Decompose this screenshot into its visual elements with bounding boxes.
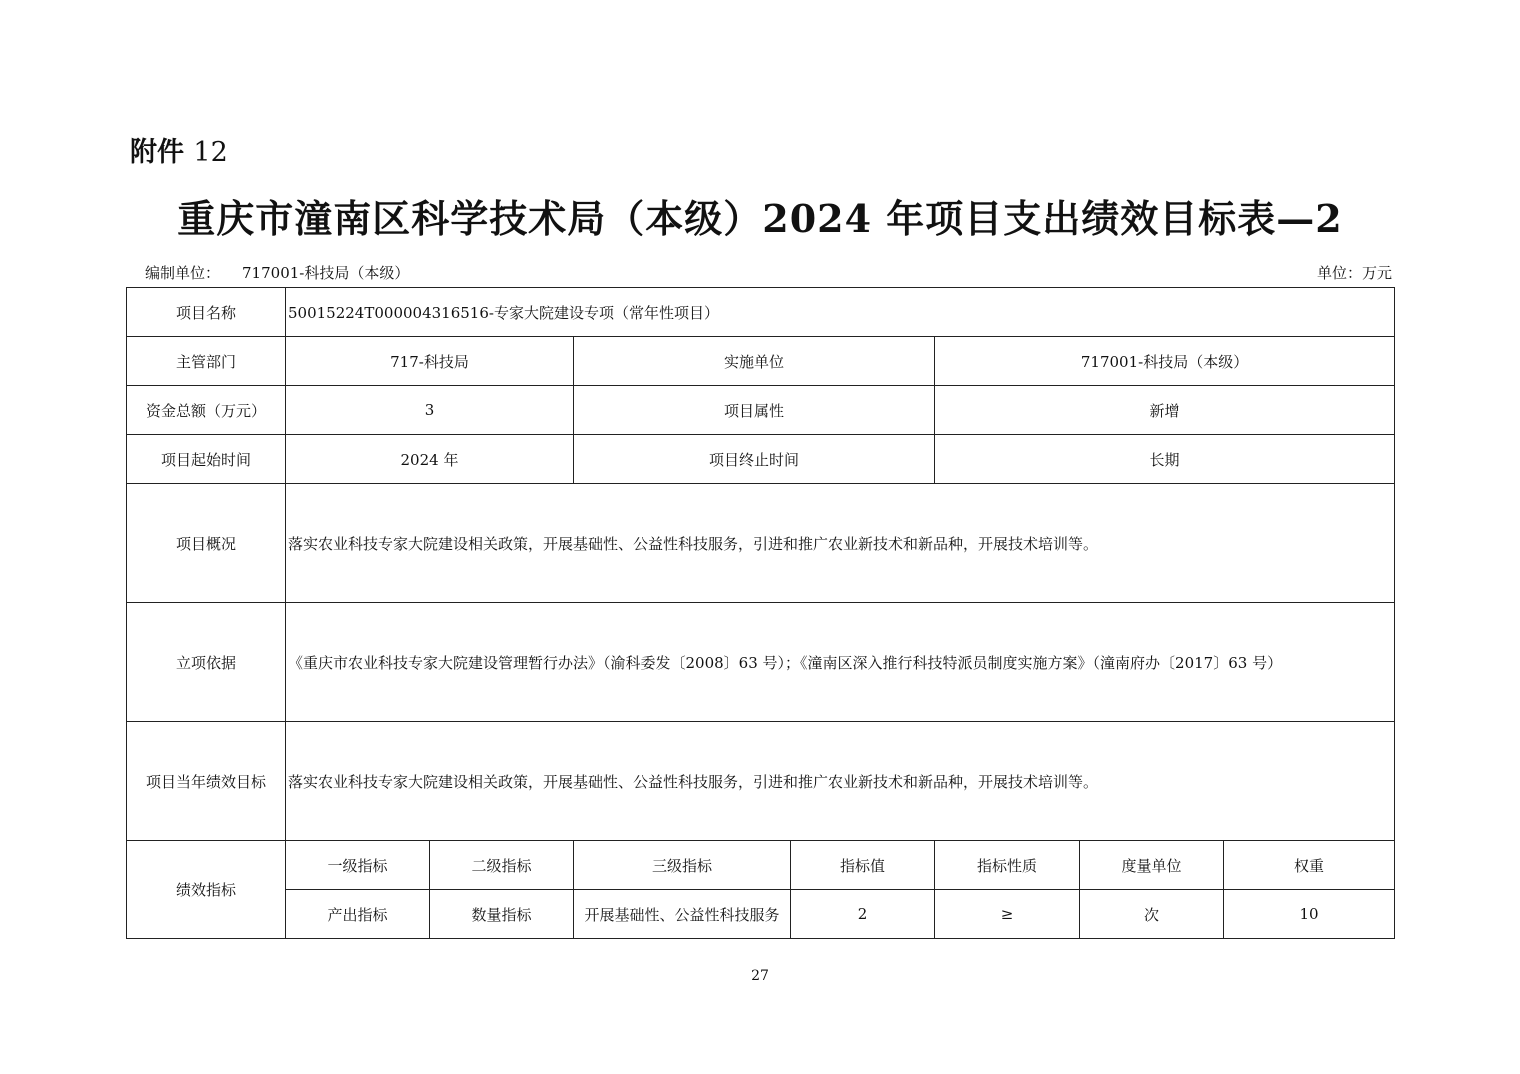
overview-value: 落实农业科技专家大院建设相关政策，开展基础性、公益性科技服务，引进和推广农业新技术和新品种，开展技术培训等。 xyxy=(286,484,1395,603)
perf-header-cell: 度量单位 xyxy=(1080,841,1224,890)
impl-value: 717001-科技局（本级） xyxy=(935,337,1395,386)
page-number: 27 xyxy=(751,968,769,984)
perf-header-row xyxy=(127,841,1395,890)
funds-value: 3 xyxy=(286,386,574,435)
compiling-unit xyxy=(145,262,409,283)
basis-label: 立项依据 xyxy=(127,603,286,722)
start-value: 2024 年 xyxy=(286,435,574,484)
perf-header-cell: 二级指标 xyxy=(430,841,574,890)
project-name-label: 项目名称 xyxy=(127,288,286,337)
perf-header-cell: 一级指标 xyxy=(286,841,430,890)
project-name-value: 50015224T000004316516-专家大院建设专项（常年性项目） xyxy=(286,288,1395,337)
table-row xyxy=(127,484,1395,603)
perf-cell: 产出指标 xyxy=(286,890,430,939)
perf-data-row xyxy=(127,890,1395,939)
perf-header-cell: 权重 xyxy=(1224,841,1395,890)
perf-cell: 2 xyxy=(791,890,935,939)
page-title: 重庆市潼南区科学技术局（本级）2024 年项目支出绩效目标表—2 xyxy=(177,196,1343,241)
perf-cell: 开展基础性、公益性科技服务 xyxy=(574,890,791,939)
table-row xyxy=(127,288,1395,337)
perf-header-cell: 三级指标 xyxy=(574,841,791,890)
goal-label: 项目当年绩效目标 xyxy=(127,722,286,841)
end-label: 项目终止时间 xyxy=(574,435,935,484)
perf-cell: 次 xyxy=(1080,890,1224,939)
perf-cell: 数量指标 xyxy=(430,890,574,939)
perf-header-cell: 指标值 xyxy=(791,841,935,890)
start-label: 项目起始时间 xyxy=(127,435,286,484)
perf-header-cell: 指标性质 xyxy=(935,841,1080,890)
table-row xyxy=(127,722,1395,841)
compiling-unit-value: 717001-科技局（本级） xyxy=(242,264,410,282)
overview-label: 项目概况 xyxy=(127,484,286,603)
basis-value: 《重庆市农业科技专家大院建设管理暂行办法》（渝科委发〔2008〕63 号）；《潼南区深入推行科技特派员制度实施方案》（潼南府办〔2017〕63 号） xyxy=(286,603,1395,722)
perf-cell: 10 xyxy=(1224,890,1395,939)
compiling-unit-label: 编制单位： xyxy=(145,264,221,282)
attachment-label: 附件 12 xyxy=(130,137,228,168)
table-row xyxy=(127,603,1395,722)
perf-cell: ≥ xyxy=(935,890,1080,939)
performance-target-table xyxy=(126,287,1395,939)
dept-value: 717-科技局 xyxy=(286,337,574,386)
table-row xyxy=(127,337,1395,386)
attr-label: 项目属性 xyxy=(574,386,935,435)
dept-label: 主管部门 xyxy=(127,337,286,386)
perf-label: 绩效指标 xyxy=(127,841,286,939)
funds-label: 资金总额（万元） xyxy=(127,386,286,435)
goal-value: 落实农业科技专家大院建设相关政策，开展基础性、公益性科技服务，引进和推广农业新技术和新品种，开展技术培训等。 xyxy=(286,722,1395,841)
attr-value: 新增 xyxy=(935,386,1395,435)
table-row xyxy=(127,386,1395,435)
table-row xyxy=(127,435,1395,484)
currency-unit: 单位：万元 xyxy=(1316,264,1392,282)
end-value: 长期 xyxy=(935,435,1395,484)
impl-label: 实施单位 xyxy=(574,337,935,386)
